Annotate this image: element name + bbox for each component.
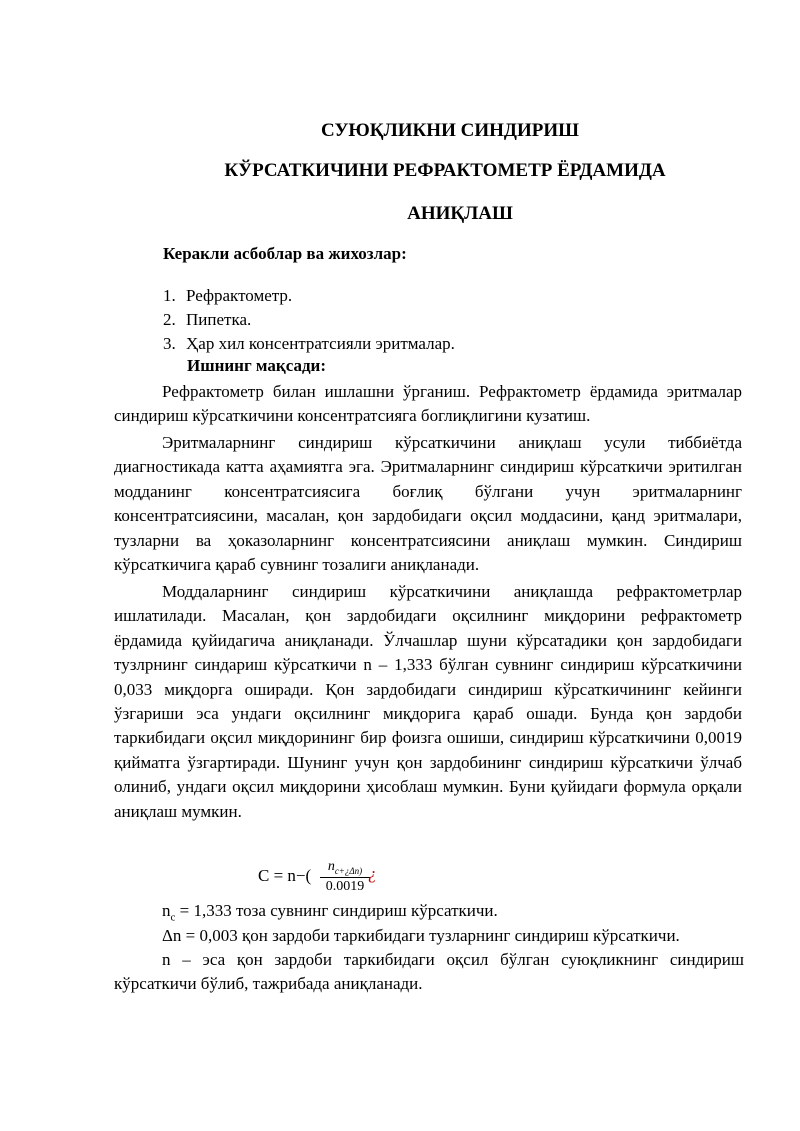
paragraph-diagnostics: Эритмаларнинг синдириш кўрсаткичини аниқлаш усули тиббиётда диагностикада катта аҳамиятга эга. Эритмаларнинг синдириш кўрсаткичи эритилган модданинг консентратсиясига боғлиқ бўлгани учун эритмаларнинг консентратсиясини, масалан, қон зардобидаги оқсил моддасини, қанд эритмалари, тузларни ва ҳоказоларнинг консентратсиясини аниқлаш мумкин. Синдириш кўрсаткичига қараб сувнинг тозалиги аниқланади. [114, 433, 742, 575]
formula-denominator: 0.0019 [325, 879, 365, 894]
list-item-text: Ҳар хил консентратсияли эритмалар. [186, 334, 455, 353]
list-item [163, 308, 455, 332]
nc-text: = 1,333 тоза сувнинг синдириш кўрсаткичи. [175, 901, 498, 920]
goal-paragraph: Рефрактометр билан ишлашни ўрганиш. Рефрактометр ёрдамида эритмалар синдириш кўрсаткичини консентратсияга боглиқлигини кузатиш. [114, 382, 742, 426]
title-line-3: АНИҚЛАШ [407, 203, 513, 224]
equipment-heading: Керакли асбоблар ва жихозлар: [163, 244, 407, 263]
list-item [163, 332, 455, 356]
nc-symbol: n [162, 901, 171, 920]
list-item-number: 3. [163, 334, 176, 353]
list-item-number: 1. [163, 286, 176, 305]
list-item-number: 2. [163, 310, 176, 329]
list-item [163, 284, 455, 308]
formula-tail: ¿ [368, 864, 377, 883]
goal-heading: Ишнинг мақсади: [187, 356, 326, 375]
definition-delta-n: Δn = 0,003 қон зардоби таркибидаги тузларнинг синдириш кўрсаткичи. [162, 926, 680, 945]
formula-numerator-subscript: c+¿Δn) [334, 865, 363, 876]
formula-numerator-symbol: n [327, 859, 335, 874]
equipment-list [163, 284, 455, 356]
nc-subscript: c [170, 911, 176, 924]
list-item-text: Рефрактометр. [186, 286, 293, 305]
formula-numerator [320, 858, 370, 876]
title-line-1: СУЮҚЛИКНИ СИНДИРИШ [321, 120, 579, 141]
formula-lhs: C = n−( [258, 866, 312, 885]
paragraph-refractometer-method: Моддаларнинг синдириш кўрсаткичини аниқлашда рефрактометрлар ишлатилади. Масалан, қон зардобидаги оқсилнинг миқдорини рефрактометр ёрдамида қуйидагича аниқланади. Ўлчашлар шуни кўрсатадики қон зардобидаги тузлрнинг синдариш кўрсаткичи n – 1,333 бўлган сувнинг синдириш кўрсаткичини 0,033 миқдорга оширади. Қон зардобидаги синдириш кўрсаткичининг кейинги ўзгариши эса ундаги оқсилнинг миқдорига қараб ошади. Бунда қон зардоби таркибидаги оқсил миқдорининг бир фоизга ошиши, синдириш кўрсаткичини 0,0019 қийматга ўзгартиради. Шунинг учун қон зардобининг синдириш кўрсаткичи ўлчаб олиниб, ундаги оқсил миқдорини ҳисоблаш мумкин. Буни қуйидаги формула орқали аниқлаш мумкин. [114, 582, 742, 821]
formula-fraction [320, 858, 370, 896]
definition-n: n – эса қон зардоби таркибидаги оқсил бўлган суюқликнинг синдириш кўрсаткичи бўлиб, тажрибада аниқланади. [114, 950, 744, 993]
title-line-2: КЎРСАТКИЧИНИ РЕФРАКТОМЕТР ЁРДАМИДА [224, 160, 666, 181]
list-item-text: Пипетка. [186, 310, 252, 329]
